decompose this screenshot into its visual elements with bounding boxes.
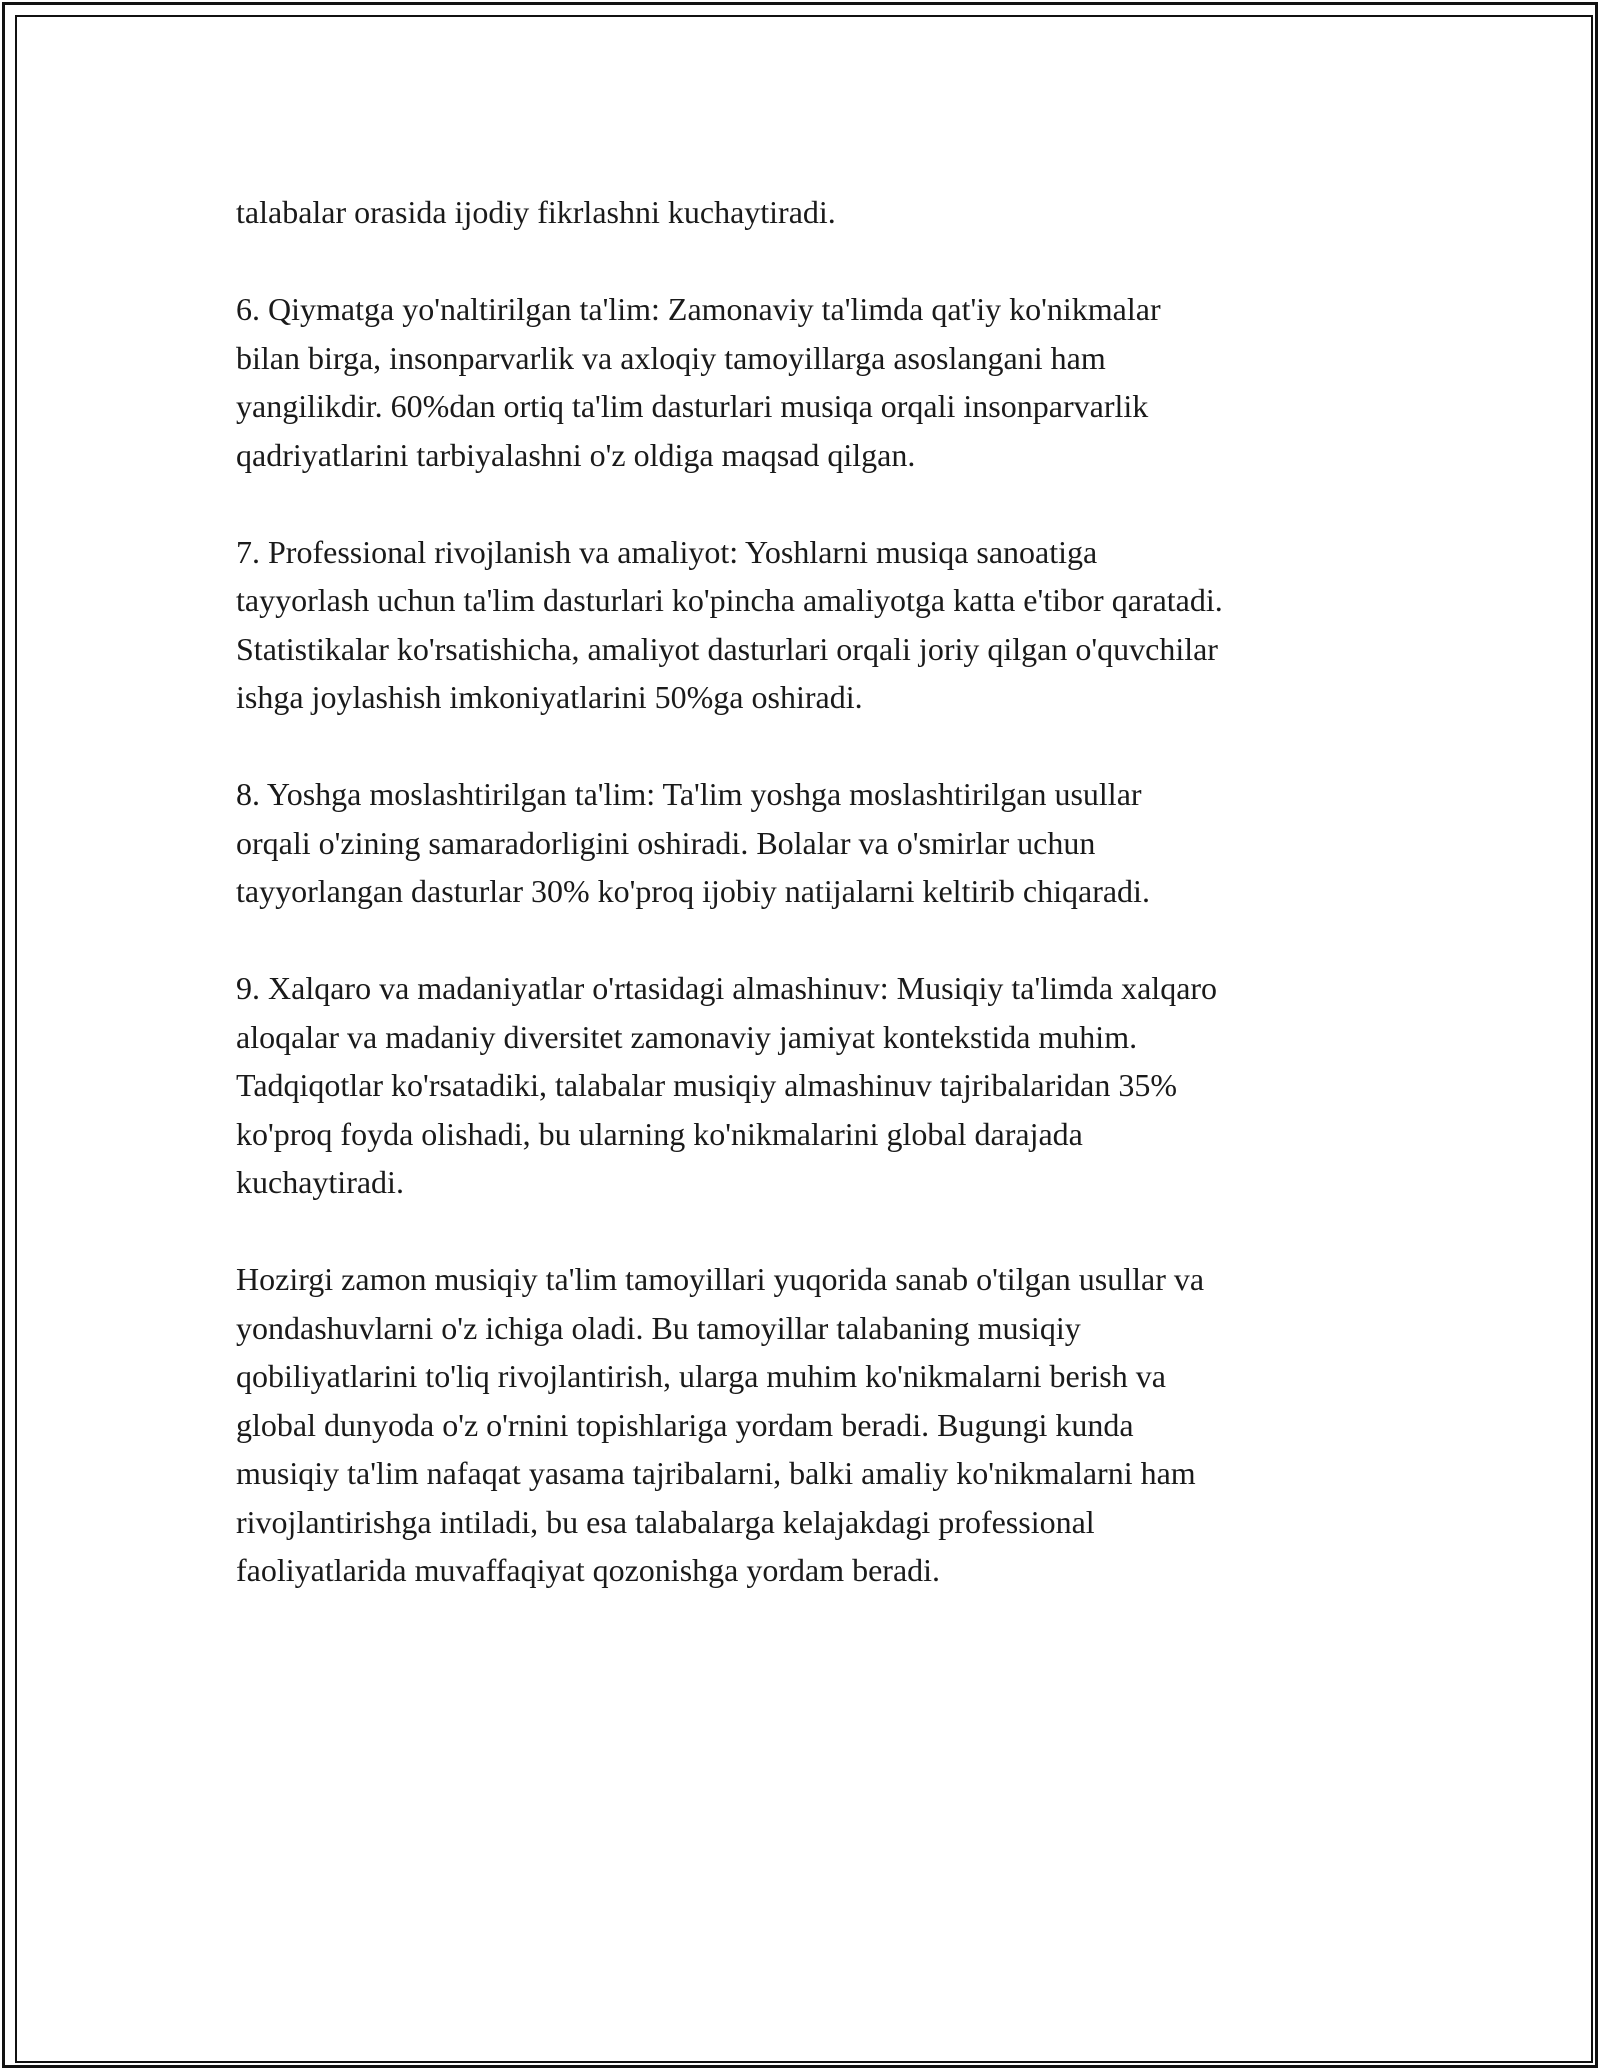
text-line: ko'proq foyda olishadi, bu ularning ko'nikmalarini global darajada [236,1115,1083,1152]
text-line: tayyorlash uchun ta'lim dasturlari ko'pincha amaliyotga katta e'tibor qaratadi. [236,582,1223,618]
text-line: qadriyatlarini tarbiyalashni o'z oldiga maqsad qilgan. [236,436,916,473]
text-line: faoliyatlarida muvaffaqiyat qozonishga yordam beradi. [236,1552,941,1588]
text-line: kuchaytiradi. [236,1164,404,1200]
text-line: yangilikdir. 60%dan ortiq ta'lim dasturlari musiqa orqali insonparvarlik [236,388,1149,424]
paragraph-item-8 [236,770,1376,916]
text-line: orqali o'zining samaradorligini oshiradi. Bolalar va o'smirlar uchun [236,824,1096,861]
text-line: 6. Qiymatga yo'naltirilgan ta'lim: Zamonaviy ta'limda qat'iy ko'nikmalar [236,291,1161,327]
text-line: musiqiy ta'lim nafaqat yasama tajribalarni, balki amaliy ko'nikmalarni ham [236,1455,1196,1491]
paragraph-item-7 [236,528,1376,722]
text-line: global dunyoda o'z o'rnini topishlariga yordam beradi. Bugungi kunda [236,1406,1134,1443]
text-line: ishga joylashish imkoniyatlarini 50%ga oshiradi. [236,679,863,715]
text-line: yondashuvlarni o'z ichiga oladi. Bu tamoyillar talabaning musiqiy [236,1309,1081,1346]
paragraph-conclusion [236,1255,1376,1595]
text-line: qobiliyatlarini to'liq rivojlantirish, ularga muhim ko'nikmalarni berish va [236,1358,1166,1394]
text-line: Tadqiqotlar ko'rsatadiki, talabalar musiqiy almashinuv tajribalaridan 35% [236,1067,1178,1103]
text-line: tayyorlangan dasturlar 30% ko'proq ijobiy natijalarni keltirib chiqaradi. [236,873,1150,909]
text-line: 7. Professional rivojlanish va amaliyot: Yoshlarni musiqa sanoatiga [236,533,1098,570]
paragraph-item-6 [236,285,1376,479]
paragraph-item-9 [236,964,1376,1207]
text-line: bilan birga, insonparvarlik va axloqiy tamoyillarga asoslangani ham [236,339,1106,376]
document-body [236,188,1376,1643]
paragraph-intro-tail [236,188,1376,237]
text-line: 9. Xalqaro va madaniyatlar o'rtasidagi almashinuv: Musiqiy ta'limda xalqaro [236,970,1218,1006]
text-line: Statistikalar ko'rsatishicha, amaliyot dasturlari orqali joriy qilgan o'quvchilar [236,630,1218,667]
text-line: rivojlantirishga intiladi, bu esa talabalarga kelajakdagi professional [236,1503,1095,1540]
text-line: aloqalar va madaniy diversitet zamonaviy jamiyat kontekstida muhim. [236,1018,1138,1055]
text-line: Hozirgi zamon musiqiy ta'lim tamoyillari yuqorida sanab o'tilgan usullar va [236,1261,1205,1297]
text-line: 8. Yoshga moslashtirilgan ta'lim: Ta'lim yoshga moslashtirilgan usullar [236,776,1142,812]
text-line: talabalar orasida ijodiy fikrlashni kuchaytiradi. [236,194,836,230]
